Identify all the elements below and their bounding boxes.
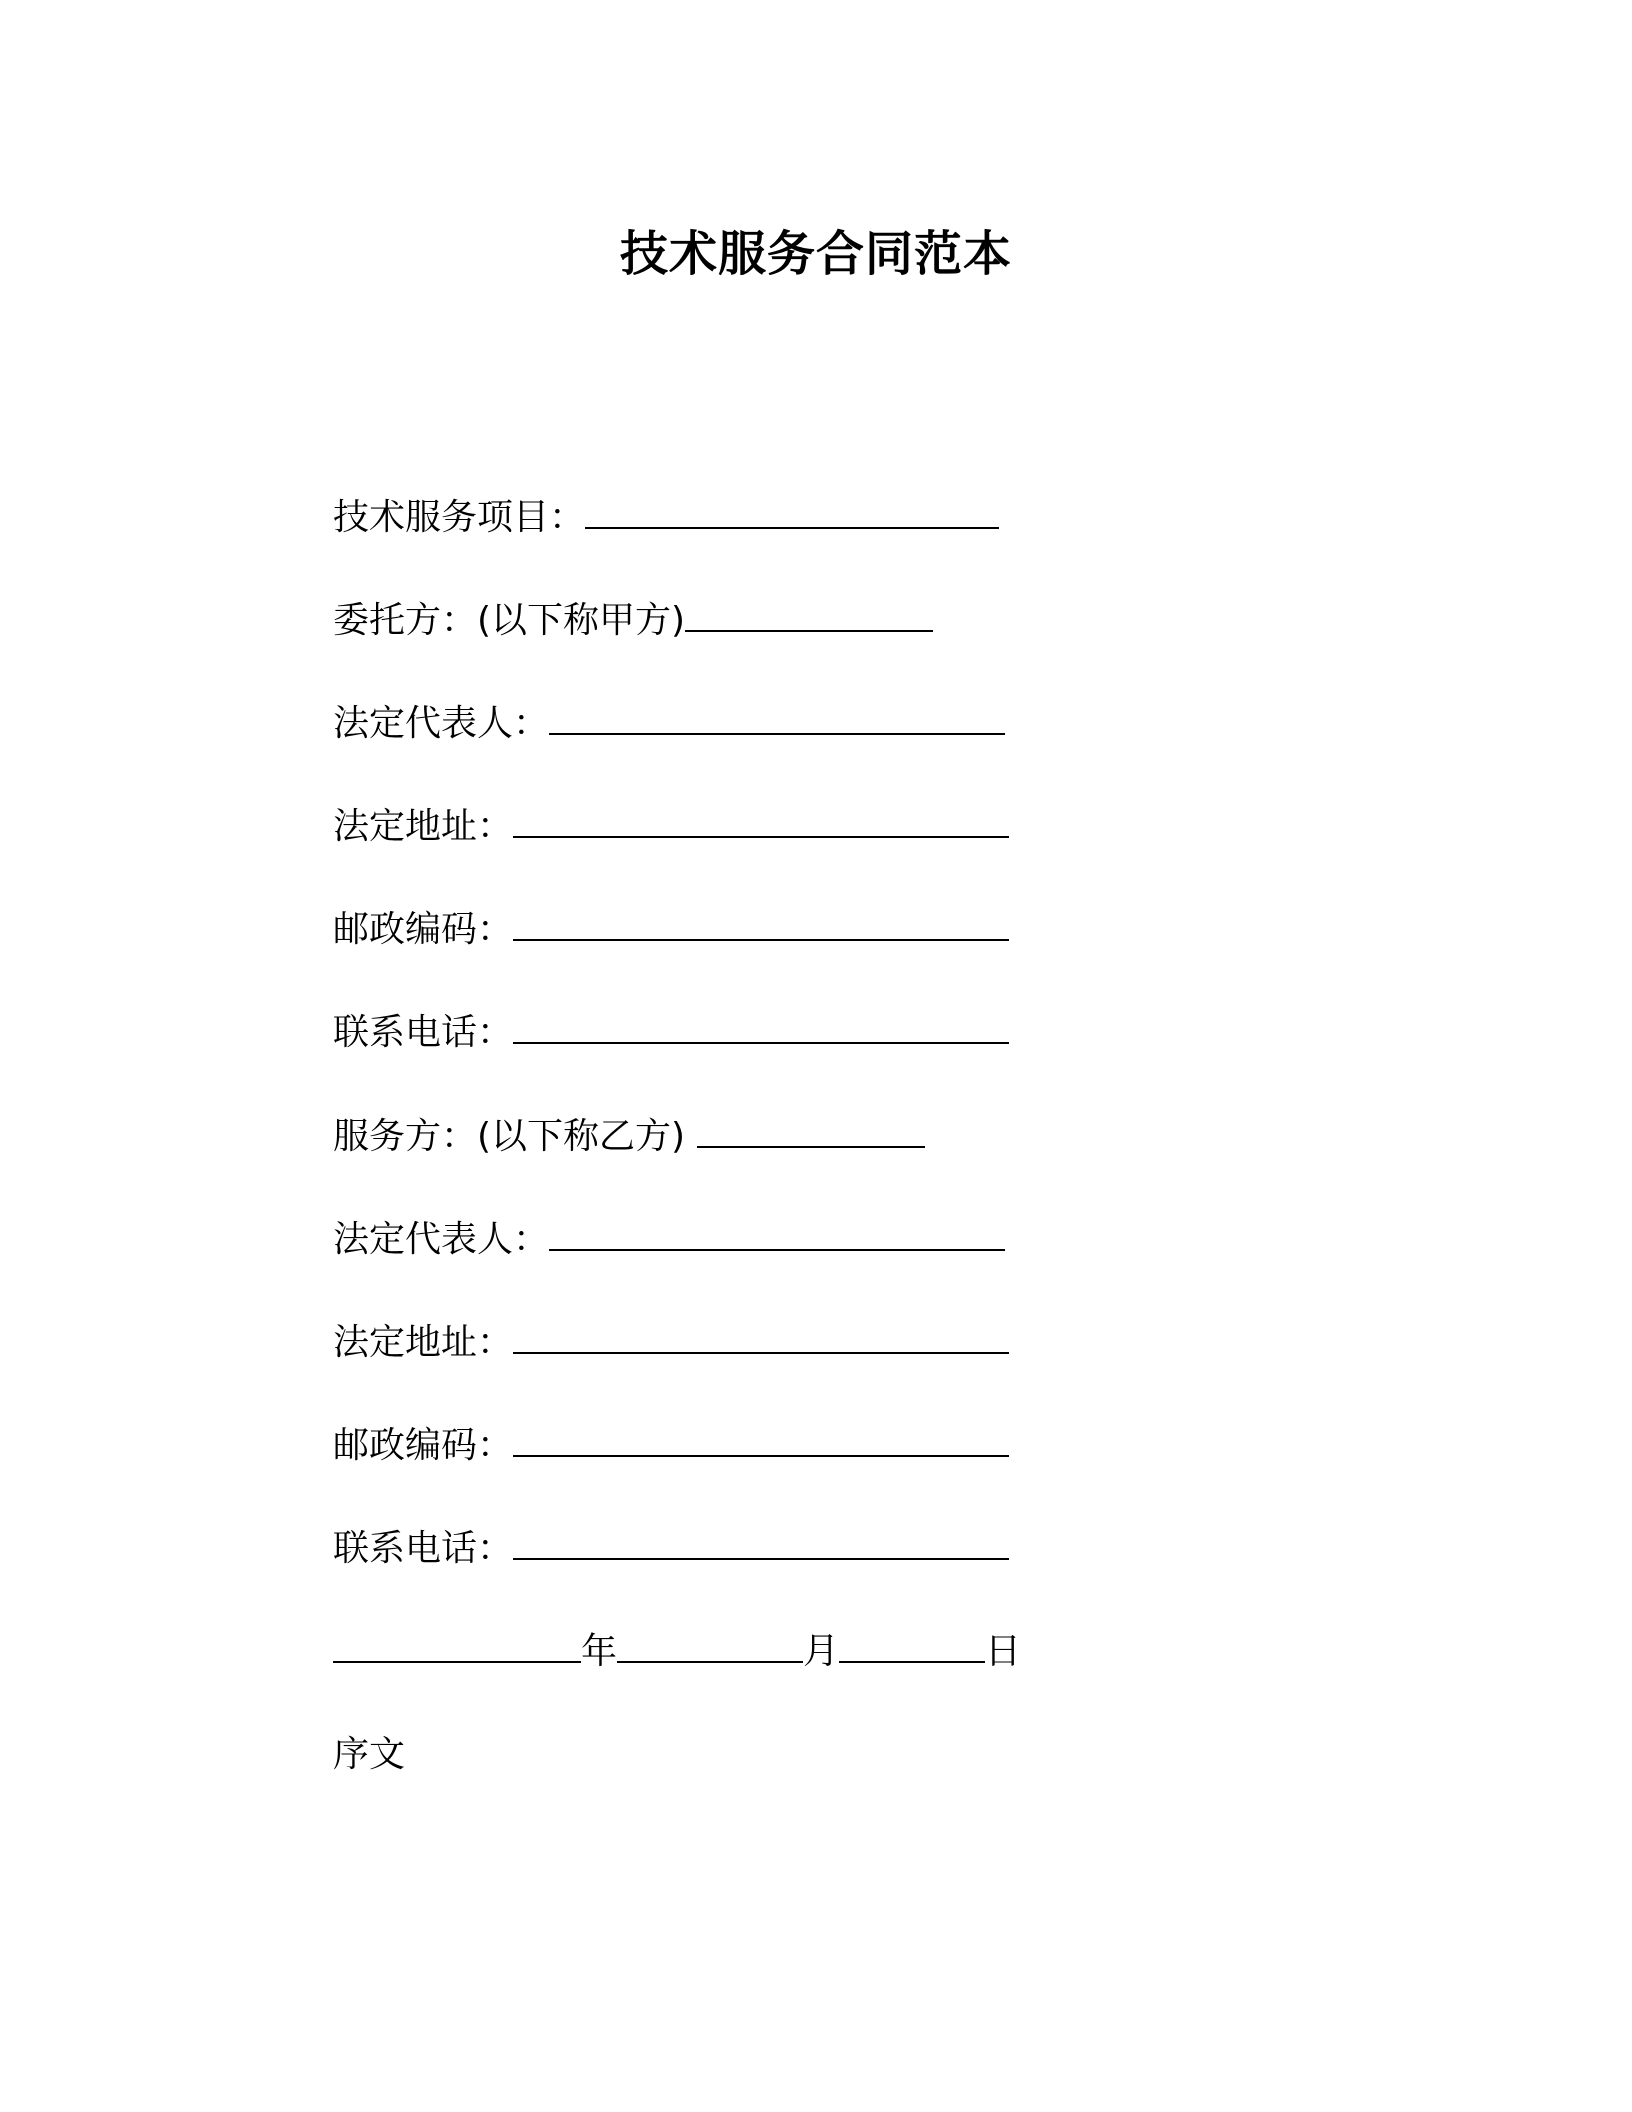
field-label: 邮政编码： bbox=[333, 1425, 514, 1466]
blank-line[interactable] bbox=[513, 1425, 1009, 1457]
field-party-b-legal-rep bbox=[333, 1218, 1005, 1262]
field-service-project bbox=[333, 496, 999, 540]
field-party-b-postcode bbox=[333, 1424, 1009, 1468]
blank-line[interactable] bbox=[585, 497, 999, 529]
section-heading-preamble: 序文 bbox=[333, 1734, 406, 1775]
year-label: 年 bbox=[581, 1631, 618, 1672]
blank-line[interactable] bbox=[513, 1012, 1009, 1044]
page-title: 技术服务合同范本 bbox=[619, 226, 1012, 282]
field-label: 联系电话： bbox=[333, 1528, 514, 1569]
blank-line[interactable] bbox=[685, 600, 933, 632]
field-label: 联系电话： bbox=[333, 1012, 514, 1053]
field-client bbox=[333, 599, 933, 643]
blank-line[interactable] bbox=[513, 909, 1009, 941]
year-blank[interactable] bbox=[333, 1631, 581, 1663]
blank-line[interactable] bbox=[513, 806, 1009, 838]
field-label: 服务方：(以下称乙方) bbox=[333, 1116, 697, 1157]
day-blank[interactable] bbox=[839, 1631, 985, 1663]
field-party-a-address bbox=[333, 805, 1009, 849]
day-label: 日 bbox=[985, 1631, 1022, 1672]
field-label: 邮政编码： bbox=[333, 909, 514, 950]
field-party-a-postcode bbox=[333, 908, 1009, 952]
field-label: 法定地址： bbox=[333, 1322, 514, 1363]
month-blank[interactable] bbox=[617, 1631, 803, 1663]
blank-line[interactable] bbox=[549, 703, 1005, 735]
field-label: 法定代表人： bbox=[333, 703, 550, 744]
field-party-b-address bbox=[333, 1321, 1009, 1365]
field-label: 技术服务项目： bbox=[333, 497, 586, 538]
blank-line[interactable] bbox=[513, 1528, 1009, 1560]
blank-line[interactable] bbox=[697, 1116, 925, 1148]
month-label: 月 bbox=[803, 1631, 840, 1672]
field-label: 委托方：(以下称甲方) bbox=[333, 600, 686, 641]
blank-line[interactable] bbox=[549, 1219, 1005, 1251]
field-party-b-phone bbox=[333, 1527, 1009, 1571]
blank-line[interactable] bbox=[513, 1322, 1009, 1354]
field-party-a-legal-rep bbox=[333, 702, 1005, 746]
field-label: 法定代表人： bbox=[333, 1219, 550, 1260]
field-party-a-phone bbox=[333, 1011, 1009, 1055]
field-label: 法定地址： bbox=[333, 806, 514, 847]
field-service-provider bbox=[333, 1115, 925, 1159]
signing-date-line bbox=[333, 1630, 1021, 1674]
